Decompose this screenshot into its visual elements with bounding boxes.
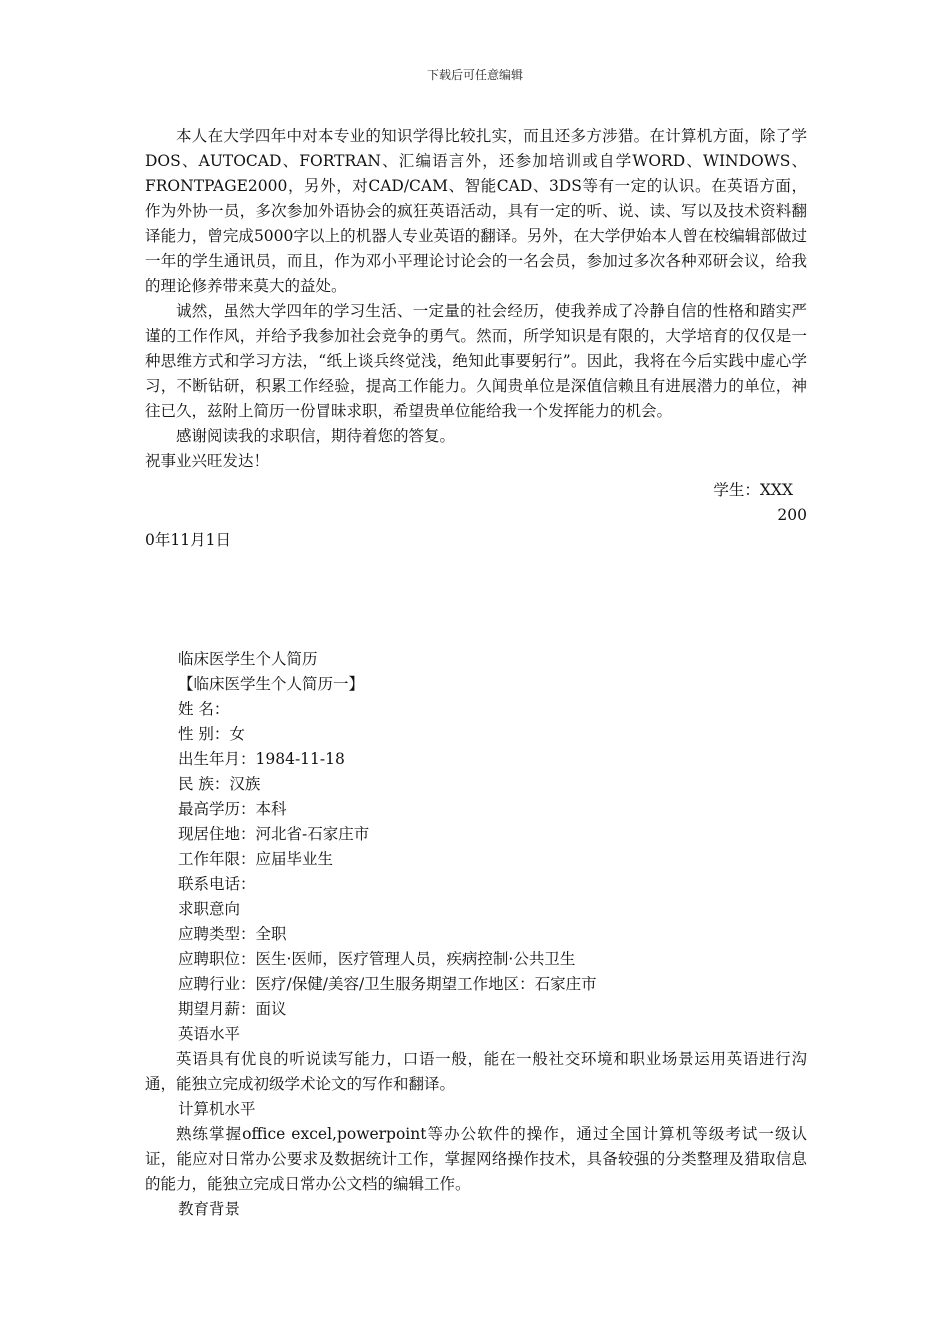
resume-field-position: 应聘职位：医生·医师，医疗管理人员，疾病控制·公共卫生	[178, 950, 576, 968]
page-header: 下载后可任意编辑	[426, 68, 523, 82]
resume-field-birth: 出生年月：1984-11-18	[178, 750, 345, 768]
resume-title: 临床医学生个人简历	[178, 650, 318, 668]
cover-letter	[145, 124, 807, 553]
resume-field-phone: 联系电话：	[178, 875, 256, 893]
resume-computer-text: 熟练掌握office excel,powerpoint等办公软件的操作，通过全国计算机等级考试一级认证，能应对日常办公要求及数据统计工作，掌握网络操作技术，具备较强的分类整理及猎取信息的能力，能独立完成日常办公文档的编辑工作。	[145, 1125, 807, 1193]
letter-paragraph: 本人在大学四年中对本专业的知识学得比较扎实，而且还多方涉猎。在计算机方面，除了学DOS、AUTOCAD、FORTRAN、汇编语言外，还参加培训或自学WORD、WINDOWS、FRONTPAGE2000，另外，对CAD/CAM、智能CAD、3DS等有一定的认识。在英语方面，作为外协一员，多次参加外语协会的疯狂英语活动，具有一定的听、说、读、写以及技术资料翻译能力，曾完成5000字以上的机器人专业英语的翻译。另外，在大学伊始本人曾在校编辑部做过一年的学生通讯员，而且，作为邓小平理论讨论会的一名会员，参加过多次各种邓研会议，给我的理论修养带来莫大的益处。	[145, 127, 807, 295]
resume-field-name: 姓 名：	[178, 700, 230, 718]
resume-field-industry: 应聘行业：医疗/保健/美容/卫生服务期望工作地区：石家庄市	[178, 975, 597, 993]
letter-date: 0年11月1日	[145, 531, 231, 549]
resume-heading-intention: 求职意向	[178, 900, 241, 918]
letter-closing: 祝事业兴旺发达！	[145, 452, 270, 470]
resume-field-residence: 现居住地：河北省-石家庄市	[178, 825, 370, 843]
resume-heading-english: 英语水平	[178, 1025, 241, 1043]
resume-field-type: 应聘类型：全职	[178, 925, 287, 943]
resume-heading-education: 教育背景	[178, 1200, 241, 1218]
resume-field-gender: 性 别：女	[178, 725, 245, 743]
letter-paragraph: 诚然，虽然大学四年的学习生活、一定量的社会经历，使我养成了冷静自信的性格和踏实严谨的工作作风，并给予我参加社会竞争的勇气。然而，所学知识是有限的，大学培育的仅仅是一种思维方式和学习方法，“纸上谈兵终觉浅，绝知此事要躬行”。因此，我将在今后实践中虚心学习，不断钻研，积累工作经验，提高工作能力。久闻贵单位是深值信赖且有进展潜力的单位，神往已久，兹附上简历一份冒昧求职，希望贵单位能给我一个发挥能力的机会。	[145, 302, 807, 420]
letter-date-year: 200	[777, 506, 807, 524]
resume-heading-computer: 计算机水平	[178, 1100, 256, 1118]
resume-english-text: 英语具有优良的听说读写能力，口语一般，能在一般社交环境和职业场景运用英语进行沟通，能独立完成初级学术论文的写作和翻译。	[145, 1050, 807, 1093]
resume-field-salary: 期望月薪：面议	[178, 1000, 287, 1018]
resume-subtitle: 【临床医学生个人简历一】	[178, 675, 365, 693]
letter-paragraph: 感谢阅读我的求职信，期待着您的答复。	[176, 427, 456, 445]
resume-field-experience: 工作年限：应届毕业生	[178, 850, 334, 868]
resume-field-education: 最高学历：本科	[178, 800, 287, 818]
letter-signature: 学生：XXX	[713, 481, 793, 499]
resume-field-ethnicity: 民 族：汉族	[178, 775, 261, 793]
resume-section	[145, 647, 807, 1222]
